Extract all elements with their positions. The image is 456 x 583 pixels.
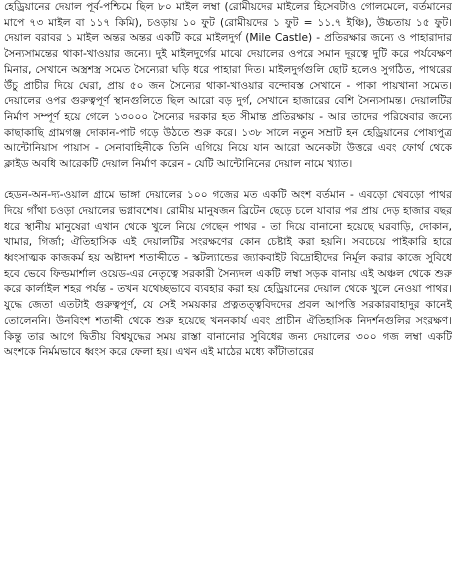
paragraph-heddon-on-the-wall: হেডন-অন-দ্য-ওয়াল গ্রামে ভাঙ্গা দেয়ালের ১০০ গজের মত একটি অংশ বর্তমান - এবড়ো খেবড়ো পাথর দিয়ে গাঁথা চওড়া দেয়ালের ভগ্নাবশেষ। রোমীয় মানুষজন ব্রিটেন ছেড়ে চলে যাবার পর প্রায় দেড় হাজার বছর ধরে স্থানীয় মানুষেরা এখান থেকে খুলে নিয়ে গেছেন পাথর - তা দিয়ে বানানো হয়েছে ঘরবাড়ি, দোকান, খামার, গির্জা; ঐতিহাসিক এই দেয়ালটির সংরক্ষণের কোন চেষ্টাই করা হয়নি। সবচেয়ে পাইকারি হারে ধ্বংসাত্মক কাজকর্ম হয় অষ্টাদশ শতাব্দীতে - স্কটল্যান্ডের জ্যাকবাইট বিদ্রোহীদের নির্মূল করার কাজে সুবিধে হবে ভেবে ফিল্ডমার্শাল ওয়েড-এর নেতৃত্বে সরকারী সৈন্যদল একটি লম্বা সড়ক বানায় এই অঞ্চল থেকে শুরু করে কার্লাইল শহর পর্যন্ত - তখন যথেচ্ছভাবে ব্যবহার করা হয় হেড্রিয়ানের দেয়াল থেকে খুলে নেওয়া পাথর। যুদ্ধে জেতা এতটাই গুরুত্বপূর্ণ, যে সেই সময়কার প্রত্নতত্ত্ববিদদের প্রবল আপত্তি সরকারবাহাদুর কানেই তোলেননি। উনবিংশ শতাব্দী থেকে শুরু হয়েছে খননকার্য এবং প্রাচীন ঐতিহাসিক নিদর্শনগুলির সংরক্ষণ। কিন্তু তার আগে দ্বিতীয় বিশ্বযুদ্ধের সময় রাস্তা বানানোর সুবিধের জন্য দেয়ালের ৩০০ গজ লম্বা একটি অংশকে নির্মমভাবে ধ্বংস করে ফেলা হয়। এখন এই মাঠের মধ্যে কাঁটাতারের — [4, 189, 452, 359]
paragraph-hadrians-wall-description: হেড্রিয়ানের দেয়াল পূর্ব-পশ্চিমে ছিল ৮০ মাইল লম্বা (রোমীয়দের মাইলের হিসেবটাও গোলমেলে, বর্তমানের মাপে ৭৩ মাইল বা ১১৭ কিমি), চওড়ায় ১০ ফুট (রোমীয়দের ১ ফুট = ১১.৭ ইঞ্চি), উচ্চতায় ১৫ ফুট। দেয়াল বরাবর ১ মাইল অন্তর অন্তর একটি করে মাইলদুর্গ (Mile Castle) - প্রতিরক্ষার জন্যে ও পাহারাদার সৈন্যসামন্তের থাকা-খাওয়ার জন্যে। দুই মাইলদুর্গের মাঝে দেয়ালের ওপরে সমান দূরত্বে দুটি করে পর্যবেক্ষণ মিনার, সেখানে অস্ত্রশস্ত্র সমেত সৈন্যেরা ঘড়ি ধরে পাহারা দিত। মাইলদুর্গগুলি ছোট হলেও সুগঠিত, পাথরের উঁচু প্রাচীর দিয়ে ঘেরা, প্রায় ৫০ জন সৈন্যের থাকা-খাওয়ার বন্দোবস্ত সেখানে - পাকা পায়খানা সমেত। দেয়ালের ওপর গুরুত্বপূর্ণ স্থানগুলিতে ছিল আরো বড় দুর্গ, সেখানে হাজারের বেশি সৈন্যসামন্ত। দেয়ালটির নির্মাণ সম্পূর্ণ হয়ে গেলে ১৩০০০ সৈন্যের দরকার হত সীমান্ত প্রতিরক্ষায় - আর তাদের পরিষেবার জন্যে কাছাকাছি গ্রামগঞ্জ দোকান-পাট গড়ে উঠতে শুরু করে। ১৩৮ সালে নতুন সম্রাট হন হেড্রিয়ানের পোষ্যপুত্র আন্টোনিয়াস পায়াস - সেনাবাহিনীকে তিনি এগিয়ে নিয়ে যান আরো অনেকটা উত্তরে এবং ফোর্থ থেকে ক্লাইড অবধি আরেকটি দেয়াল নির্মাণ করেন - যেটি আন্টোনিনের দেয়াল নামে খ্যাত। — [4, 1, 452, 171]
document-page — [4, 0, 452, 583]
